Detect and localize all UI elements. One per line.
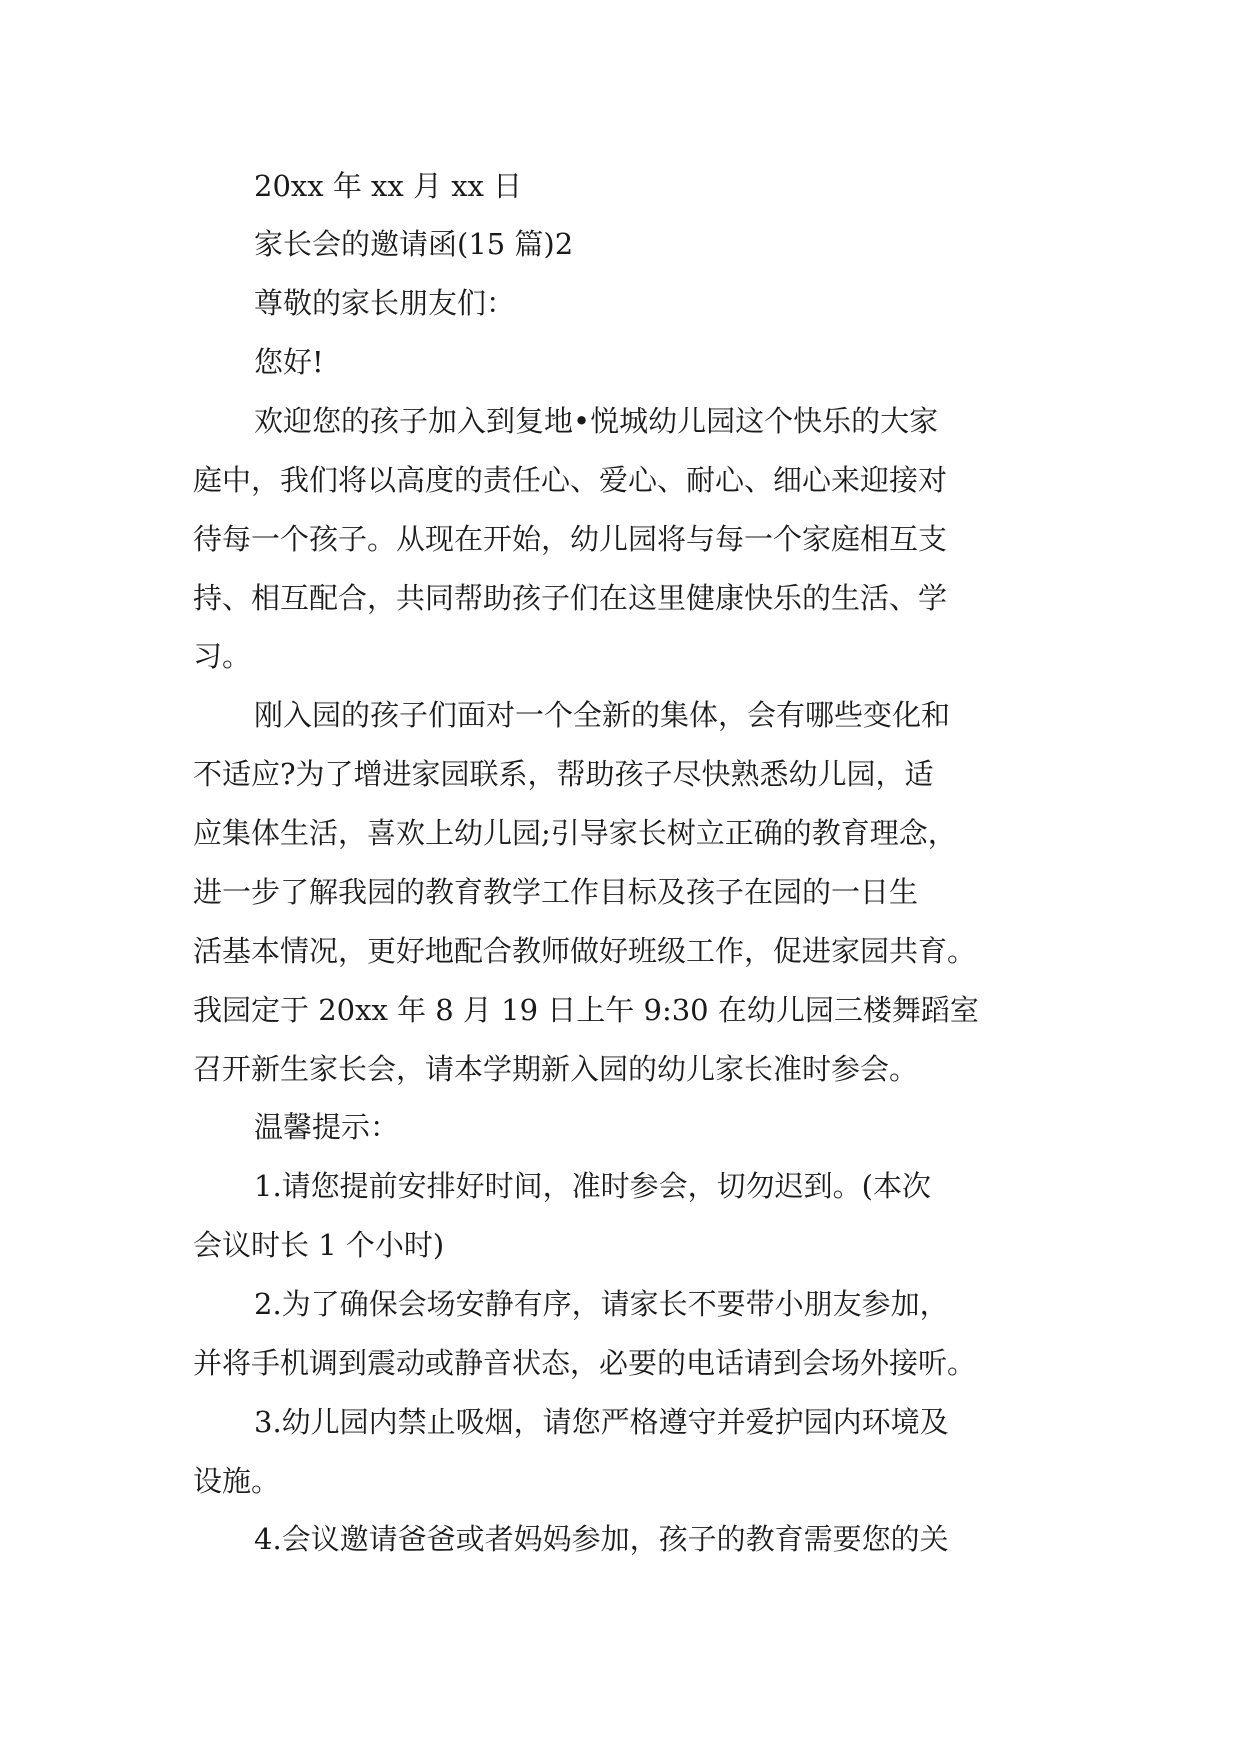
tip-item-3: 3.幼儿园内禁止吸烟，请您严格遵守并爱护园内环境及 [254, 1405, 949, 1439]
paragraph-line: 习。 [193, 639, 252, 673]
date-line: 20xx 年 xx 月 xx 日 [254, 169, 523, 203]
tips-heading: 温馨提示： [254, 1110, 400, 1144]
paragraph-line: 不适应?为了增进家园联系，帮助孩子尽快熟悉幼儿园，适 [193, 757, 934, 791]
paragraph-line: 欢迎您的孩子加入到复地•悦城幼儿园这个快乐的大家 [254, 404, 939, 438]
tip-item-4: 4.会议邀请爸爸或者妈妈参加，孩子的教育需要您的关 [254, 1522, 949, 1556]
tip-item-2: 2.为了确保会场安静有序，请家长不要带小朋友参加， [254, 1287, 949, 1321]
paragraph-line: 应集体生活，喜欢上幼儿园;引导家长树立正确的教育理念， [193, 816, 957, 850]
paragraph-line: 进一步了解我园的教育教学工作目标及孩子在园的一日生 [193, 875, 919, 909]
tip-item-2-cont: 并将手机调到震动或静音状态，必要的电话请到会场外接听。 [193, 1346, 977, 1380]
paragraph-line: 庭中，我们将以高度的责任心、爱心、耐心、细心来迎接对 [193, 463, 948, 497]
tip-item-1-cont: 会议时长 1 个小时) [193, 1228, 445, 1262]
paragraph-line: 我园定于 20xx 年 8 月 19 日上午 9:30 在幼儿园三楼舞蹈室 [193, 993, 979, 1027]
greeting: 您好! [254, 345, 324, 379]
document-title: 家长会的邀请函(15 篇)2 [254, 227, 574, 261]
tip-item-1: 1.请您提前安排好时间，准时参会，切勿迟到。(本次 [254, 1169, 931, 1203]
paragraph-line: 召开新生家长会，请本学期新入园的幼儿家长准时参会。 [193, 1052, 919, 1086]
paragraph-line: 活基本情况，更好地配合教师做好班级工作，促进家园共育。 [193, 934, 977, 968]
salutation: 尊敬的家长朋友们： [254, 286, 516, 320]
paragraph-line: 持、相互配合，共同帮助孩子们在这里健康快乐的生活、学 [193, 581, 948, 615]
paragraph-line: 待每一个孩子。从现在开始，幼儿园将与每一个家庭相互支 [193, 522, 948, 556]
paragraph-line: 刚入园的孩子们面对一个全新的集体，会有哪些变化和 [254, 698, 951, 732]
tip-item-3-cont: 设施。 [193, 1464, 281, 1498]
